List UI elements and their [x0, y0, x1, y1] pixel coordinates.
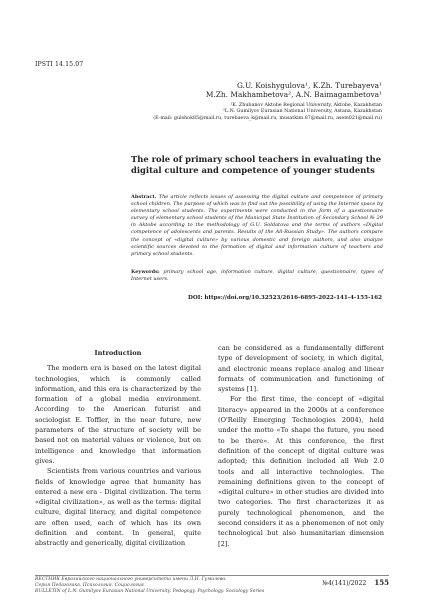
left-column — [35, 343, 201, 549]
author-block — [142, 81, 382, 122]
article-title: The role of primary school teachers in evaluating the digital culture and competence of younger students — [131, 154, 382, 175]
author-line-1: G.U. Koishygulova¹, K.Zh. Turebayeva¹ — [237, 81, 382, 90]
author-line-2: M.Zh. Makhambetova², A.N. Baimagambetova¹ — [205, 90, 382, 100]
page-number: 155 — [374, 578, 389, 587]
affiliation-1: ¹K. Zhubanov Aktobe Regional University, Aktobe, Kazakhstan — [230, 102, 382, 108]
journal-name-line-2: Серия Педагогика. Психология. Социология — [35, 583, 144, 589]
section-heading-introduction: Introduction — [94, 349, 142, 357]
affiliations — [142, 103, 382, 122]
abstract — [131, 194, 383, 258]
footer-divider — [35, 575, 389, 576]
abstract-label: Abstract. — [131, 194, 157, 200]
right-column — [218, 343, 384, 549]
keywords — [131, 269, 383, 283]
doi-link[interactable]: DOI: https://doi.org/10.32523/2616-6895-2022-141-4-155-162 — [188, 295, 382, 301]
irsti-code: IРSTI 14.15.07 — [35, 61, 84, 68]
journal-name-line-3: BULLETIN of L.N. Gumilyov Eurasian National University. Pedagogy. Psychology. Sociology Series — [35, 589, 265, 595]
paragraph: The modern era is based on the latest digital technologies, which is commonly called information, and this era is characterized by the formation of a global media environment. According to the American futurist and sociologist E. Toffler, in the near future, new parameters of the structure of society will be based not on material values or violence, but on intelligence and knowledge that information gives. — [35, 364, 201, 465]
paragraph: can be considered as a fundamentally different type of development of society, in which digital, and electronic means replace analog and linear formats of communication and functioning of systems [1]. — [218, 344, 384, 394]
abstract-text: The article reflects issues of assessing the digital culture and competence of primary school children. The purpose of which was to find out the possibility of using the Internet space by elementary school students. The experiments were conducted in the form of a questionnaire survey of elementary school students of the Municipal State Institution of Secondary School № 29 in Aktobe according to the methodology of G.U. Soldatova and the terms of authors «Digital competence of adolescents and parents. Results of the All-Russian Study». The authors compare the concept of «digital culture» by various domestic and foreign authors, and also analyze scientific sources devoted to the formation of digital and information culture of teachers and primary school students. — [131, 194, 383, 257]
journal-name-line-1: ВЕСТНИК Евразийского национального университета имени Л.Н. Гумилева. — [35, 577, 227, 582]
affiliation-2: ²L.N. Gumilyov Eurasian National University, Astana, Kazakhstan — [222, 109, 382, 115]
page-footer — [35, 577, 389, 596]
paragraph: For the first time, the concept of «digital literacy» appeared in the 2000s at a conference (O'Reilly Emerging Technologies 2004), held under the motto «To shape the future, you need to be there». At this conference, the first definition of the concept of digital culture was adopted; this definition included all Web 2.0 tools and all interactive technologies. The remaining definitions given to the concept of «digital culture» in other studies are divided into two categories. The first characterizes it as purely technological phenomenon, and the second considers it as a phenomenon of not only technological but also humanitarian dimension [2]. — [218, 395, 384, 548]
issue-and-page — [322, 578, 389, 587]
journal-name — [35, 577, 285, 596]
paragraph: Scientists from various countries and various fields of knowledge agree that humanity has entered a new era - Digital civilization. The term «digital civilization», as well as the terms: digital culture, digital literacy, and digital competence are often used, each of which has its own definition and content. In general, quite abstractly and generically, digital civilization — [35, 467, 201, 548]
keywords-label: Keywords: — [131, 269, 160, 275]
keywords-text: primary school age, information culture, digital culture, questionnaire, types of Internet users. — [131, 269, 383, 283]
author-emails[interactable]: (E-mail: gulshok85@mail.ru, turebaeva_k@mail.ru, musatkim.87@mail.ru, asem021@mail.ru) — [153, 115, 382, 121]
issue-number: №4(141)/2022 — [322, 580, 367, 587]
